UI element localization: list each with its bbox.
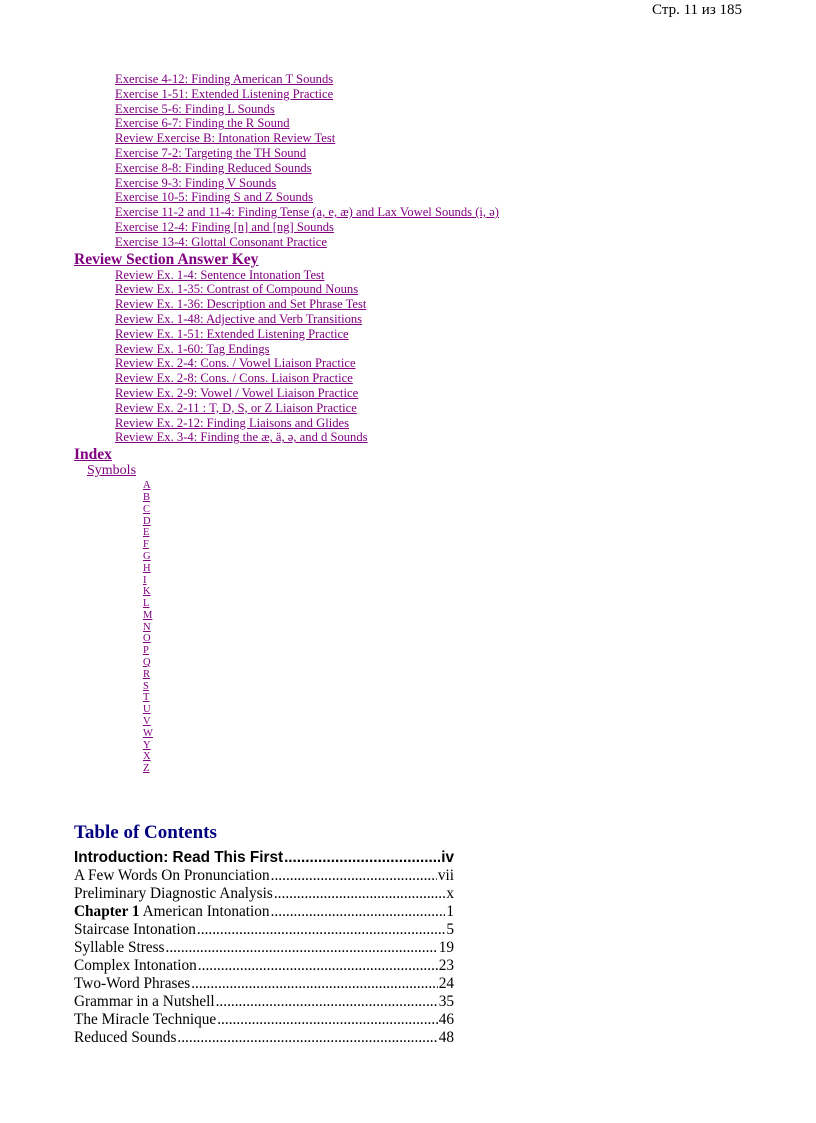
toc-dot-leader <box>198 957 438 975</box>
index-letter-link[interactable]: F <box>143 539 149 551</box>
index-letter-link[interactable]: V <box>143 716 151 728</box>
review-exercise-link[interactable]: Review Ex. 3-4: Finding the æ, ä, ə, and d Sounds <box>115 430 368 445</box>
toc-row-label <box>74 993 215 1011</box>
exercise-link[interactable]: Exercise 13-4: Glottal Consonant Practice <box>115 234 327 249</box>
index-letter-link[interactable]: B <box>143 491 151 503</box>
toc-row-page: 24 <box>438 975 454 992</box>
exercise-link[interactable]: Exercise 1-51: Extended Listening Practice <box>115 86 334 101</box>
index-letter-link[interactable]: A <box>143 480 151 492</box>
index-letter-item <box>143 492 754 504</box>
review-section-heading-link[interactable]: Review Section Answer Key <box>74 250 259 268</box>
toc-row-page: 19 <box>438 939 454 956</box>
exercise-item <box>115 205 754 220</box>
toc-dot-leader <box>216 993 438 1011</box>
index-symbols-link[interactable]: Symbols <box>87 463 137 479</box>
toc-row-title: The Miracle Technique <box>74 1011 217 1028</box>
index-letter-item <box>143 740 754 752</box>
toc-row <box>74 867 454 885</box>
review-exercise-item <box>115 312 754 327</box>
review-exercise-item <box>115 386 754 401</box>
review-exercise-item <box>115 430 754 445</box>
index-letter-item <box>143 645 754 657</box>
toc-row-label <box>74 885 273 903</box>
index-letter-item <box>143 586 754 598</box>
toc-row-label <box>74 939 165 957</box>
exercise-item <box>115 146 754 161</box>
index-letter-link[interactable]: U <box>143 704 151 716</box>
page-number-header: Стр. 11 из 185 <box>652 2 742 18</box>
index-letter-link[interactable]: N <box>143 621 151 633</box>
toc-row-title: American Intonation <box>142 903 270 920</box>
index-letter-link[interactable]: X <box>143 751 151 763</box>
toc-row-label <box>74 975 190 993</box>
review-exercise-item <box>115 342 754 357</box>
exercise-item <box>115 235 754 250</box>
review-exercise-link[interactable]: Review Ex. 1-36: Description and Set Phrase Test <box>115 297 367 312</box>
toc-row-page: iv <box>441 849 454 866</box>
exercise-link[interactable]: Exercise 8-8: Finding Reduced Sounds <box>115 160 312 175</box>
index-subsections <box>74 463 754 775</box>
exercise-link[interactable]: Exercise 12-4: Finding [n] and [ng] Sounds <box>115 219 334 234</box>
index-letter-item <box>143 704 754 716</box>
toc-row-title: Grammar in a Nutshell <box>74 993 215 1010</box>
toc-row <box>74 921 454 939</box>
index-letter-link[interactable]: T <box>143 692 150 704</box>
toc-row <box>74 975 454 993</box>
exercise-item <box>115 102 754 117</box>
toc-dot-leader <box>284 848 440 867</box>
review-exercise-link[interactable]: Review Ex. 1-35: Contrast of Compound Nouns <box>115 282 359 297</box>
review-exercise-item <box>115 327 754 342</box>
exercise-item <box>115 116 754 131</box>
bookmark-outline <box>74 72 754 775</box>
index-letter-item <box>143 763 754 775</box>
index-letter-item <box>143 539 754 551</box>
toc-row <box>74 1011 454 1029</box>
index-letter-link[interactable]: L <box>143 598 150 610</box>
toc-dot-leader <box>274 885 446 903</box>
index-letter-item <box>143 728 754 740</box>
review-section-list <box>74 268 754 446</box>
toc-row-page: 35 <box>438 993 454 1010</box>
exercise-link[interactable]: Exercise 6-7: Finding the R Sound <box>115 116 290 131</box>
review-exercise-link[interactable]: Review Ex. 2-12: Finding Liaisons and Glides <box>115 415 350 430</box>
exercise-item <box>115 87 754 102</box>
index-letter-link[interactable]: E <box>143 527 150 539</box>
index-letter-link[interactable]: I <box>143 574 147 586</box>
exercise-item <box>115 131 754 146</box>
review-exercise-link[interactable]: Review Ex. 1-4: Sentence Intonation Test <box>115 267 325 282</box>
toc-row <box>74 939 454 957</box>
index-letter-item <box>143 692 754 704</box>
index-letter-link[interactable]: Y <box>143 739 151 751</box>
toc-row <box>74 903 454 921</box>
index-letter-link[interactable]: G <box>143 550 151 562</box>
index-letter-link[interactable]: H <box>143 562 151 574</box>
toc-row-page: 48 <box>438 1029 454 1046</box>
index-symbols-entry <box>87 463 754 775</box>
index-letter-link[interactable]: D <box>143 515 151 527</box>
toc-dot-leader <box>217 1011 437 1029</box>
index-letter-link[interactable]: P <box>143 645 149 657</box>
toc-dot-leader <box>191 975 437 993</box>
index-letters-list <box>87 480 754 775</box>
review-exercise-link[interactable]: Review Ex. 1-51: Extended Listening Practice <box>115 326 349 341</box>
toc-dot-leader <box>197 921 445 939</box>
toc-row-page: vii <box>437 867 454 884</box>
exercise-link[interactable]: Exercise 5-6: Finding L Sounds <box>115 101 275 116</box>
review-exercise-link[interactable]: Review Ex. 2-4: Cons. / Vowel Liaison Practice <box>115 356 356 371</box>
review-exercise-item <box>115 356 754 371</box>
review-exercise-item <box>115 282 754 297</box>
toc-title: Table of Contents <box>74 822 217 843</box>
review-exercise-link[interactable]: Review Ex. 2-8: Cons. / Cons. Liaison Practice <box>115 371 353 386</box>
exercise-link[interactable]: Exercise 4-12: Finding American T Sounds <box>115 72 334 86</box>
toc-row-page: 1 <box>446 903 454 920</box>
review-exercise-item <box>115 416 754 431</box>
review-exercise-link[interactable]: Review Ex. 1-48: Adjective and Verb Transitions <box>115 311 363 326</box>
review-exercise-item <box>115 371 754 386</box>
toc-rows <box>74 867 454 1047</box>
toc-row-label <box>74 1029 176 1047</box>
exercise-item <box>115 161 754 176</box>
index-heading-link[interactable]: Index <box>74 446 112 464</box>
index-letter-link[interactable]: Z <box>143 763 150 775</box>
toc-row-page: x <box>446 885 454 902</box>
toc-row-chapter: Chapter 1 <box>74 903 140 920</box>
index-letter-link[interactable]: O <box>143 633 151 645</box>
toc-row <box>74 1029 454 1047</box>
exercise-link[interactable]: Exercise 10-5: Finding S and Z Sounds <box>115 190 313 205</box>
toc-row-title: Reduced Sounds <box>74 1029 177 1046</box>
index-letter-link[interactable]: Q <box>143 657 151 669</box>
toc-dot-leader <box>177 1029 437 1047</box>
toc-row <box>74 993 454 1011</box>
toc-row-label <box>74 921 196 939</box>
toc-row-title: Syllable Stress <box>74 939 165 956</box>
toc-row <box>74 885 454 903</box>
review-exercise-item <box>115 297 754 312</box>
toc-row-page: 46 <box>438 1011 454 1028</box>
toc-row-introduction <box>74 848 454 867</box>
exercise-item <box>115 220 754 235</box>
exercise-link[interactable]: Exercise 11-2 and 11-4: Finding Tense (a, e, æ) and Lax Vowel Sounds (i, ə) <box>115 205 499 220</box>
toc-row-page: 5 <box>446 921 454 938</box>
index-letter-item <box>143 575 754 587</box>
exercise-link[interactable]: Exercise 9-3: Finding V Sounds <box>115 175 277 190</box>
index-letter-item <box>143 633 754 645</box>
index-letter-link[interactable]: C <box>143 503 151 515</box>
toc-dot-leader <box>271 903 446 921</box>
review-exercise-link[interactable]: Review Ex. 1-60: Tag Endings <box>115 341 270 356</box>
index-letter-item <box>143 669 754 681</box>
toc-row-title: A Few Words On Pronunciation <box>74 867 270 884</box>
index-letter-item <box>143 527 754 539</box>
toc-row <box>74 957 454 975</box>
index-letter-link[interactable]: W <box>143 727 153 739</box>
index-letter-item <box>143 610 754 622</box>
review-exercise-item <box>115 268 754 283</box>
index-letter-link[interactable]: K <box>143 586 151 598</box>
review-exercise-item <box>115 401 754 416</box>
exercise-link[interactable]: Review Exercise B: Intonation Review Test <box>115 131 336 146</box>
index-letter-item <box>143 598 754 610</box>
review-exercise-link[interactable]: Review Ex. 2-11 : T, D, S, or Z Liaison Practice <box>115 400 357 415</box>
toc-row-label <box>74 867 270 885</box>
exercise-item <box>115 72 754 87</box>
toc-row-label <box>74 957 197 975</box>
index-letter-item <box>143 551 754 563</box>
toc-row-page: 23 <box>438 957 454 974</box>
index-letter-item <box>143 751 754 763</box>
exercise-item <box>115 190 754 205</box>
toc-row-title: Preliminary Diagnostic Analysis <box>74 885 273 902</box>
index-letter-item <box>143 504 754 516</box>
table-of-contents <box>74 822 454 1047</box>
toc-dot-leader <box>166 939 438 957</box>
toc-dot-leader <box>271 867 437 885</box>
toc-row-title: Two-Word Phrases <box>74 975 191 992</box>
toc-row-label <box>74 1011 216 1029</box>
exercises-list <box>74 72 754 250</box>
index-letter-item <box>143 563 754 575</box>
index-letter-link[interactable]: M <box>143 609 153 621</box>
index-letter-item <box>143 516 754 528</box>
index-letter-item <box>143 622 754 634</box>
toc-row-title: Complex Intonation <box>74 957 197 974</box>
index-letter-item <box>143 480 754 492</box>
index-letter-item <box>143 681 754 693</box>
review-exercise-link[interactable]: Review Ex. 2-9: Vowel / Vowel Liaison Practice <box>115 385 359 400</box>
index-letter-link[interactable]: R <box>143 668 151 680</box>
exercise-item <box>115 176 754 191</box>
toc-row-label <box>74 903 270 921</box>
index-letter-item <box>143 657 754 669</box>
exercise-link[interactable]: Exercise 7-2: Targeting the TH Sound <box>115 145 307 160</box>
index-letter-item <box>143 716 754 728</box>
toc-row-label: Introduction: Read This First <box>74 849 284 866</box>
index-letter-link[interactable]: S <box>143 680 149 692</box>
toc-row-title: Staircase Intonation <box>74 921 196 938</box>
